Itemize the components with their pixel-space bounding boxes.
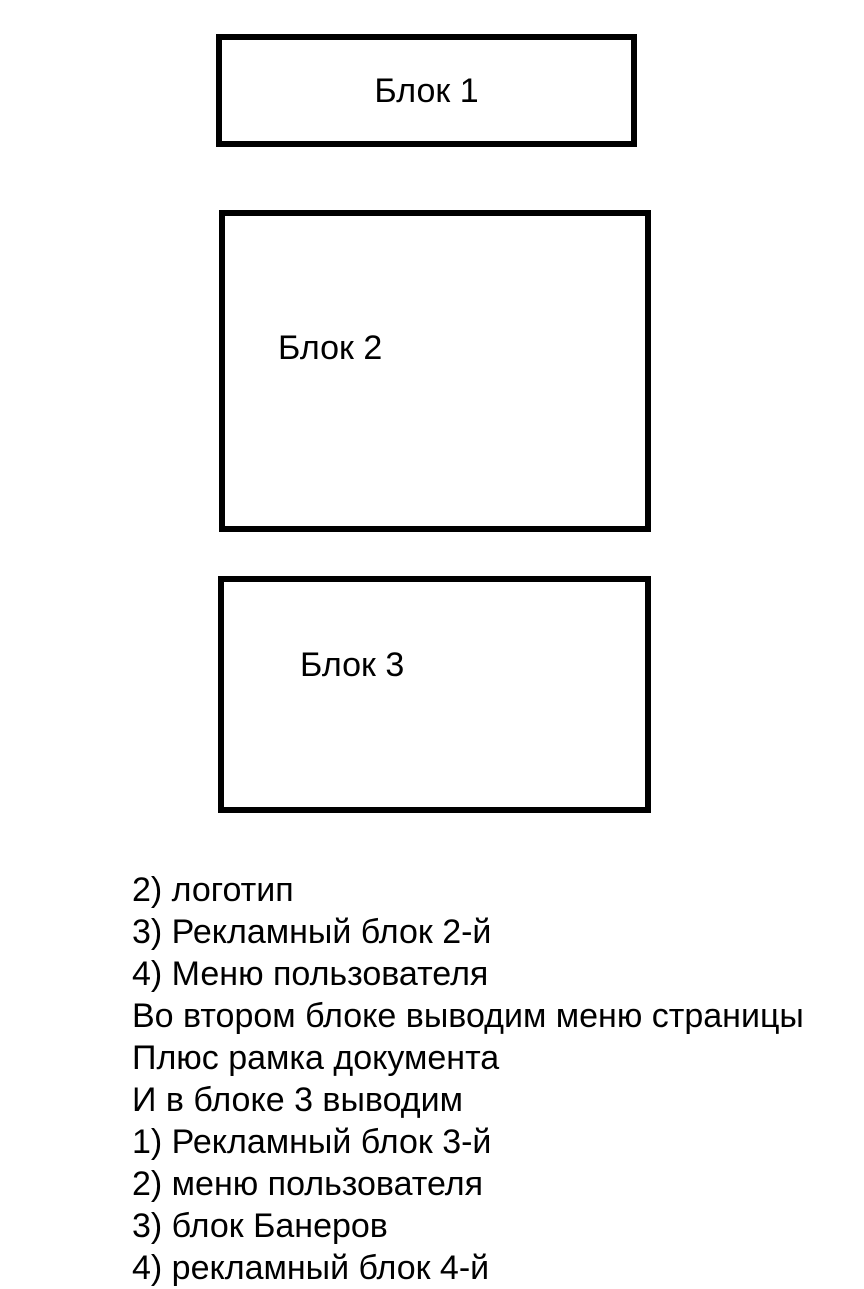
note-line: 4) рекламный блок 4-й (132, 1249, 490, 1287)
wireframe-block-2 (219, 210, 651, 532)
wireframe-block-3 (218, 576, 651, 813)
block-3-label: Блок 3 (300, 646, 405, 684)
block-2-label: Блок 2 (278, 329, 383, 367)
note-line: 2) меню пользователя (132, 1165, 483, 1203)
note-line: 1) Рекламный блок 3-й (132, 1123, 492, 1161)
note-line: 4) Меню пользователя (132, 955, 489, 993)
notes-section (0, 871, 864, 1287)
note-line: Плюс рамка документа (132, 1039, 500, 1077)
note-line: 3) Рекламный блок 2-й (132, 913, 492, 951)
note-line: Во втором блоке выводим меню страницы (132, 997, 804, 1035)
notes-list (132, 869, 864, 1289)
block-1-label: Блок 1 (374, 71, 479, 110)
note-line: И в блоке 3 выводим (132, 1081, 463, 1119)
note-line: 2) логотип (132, 871, 294, 909)
wireframe-block-1 (216, 34, 637, 147)
note-line: 3) блок Банеров (132, 1207, 388, 1245)
